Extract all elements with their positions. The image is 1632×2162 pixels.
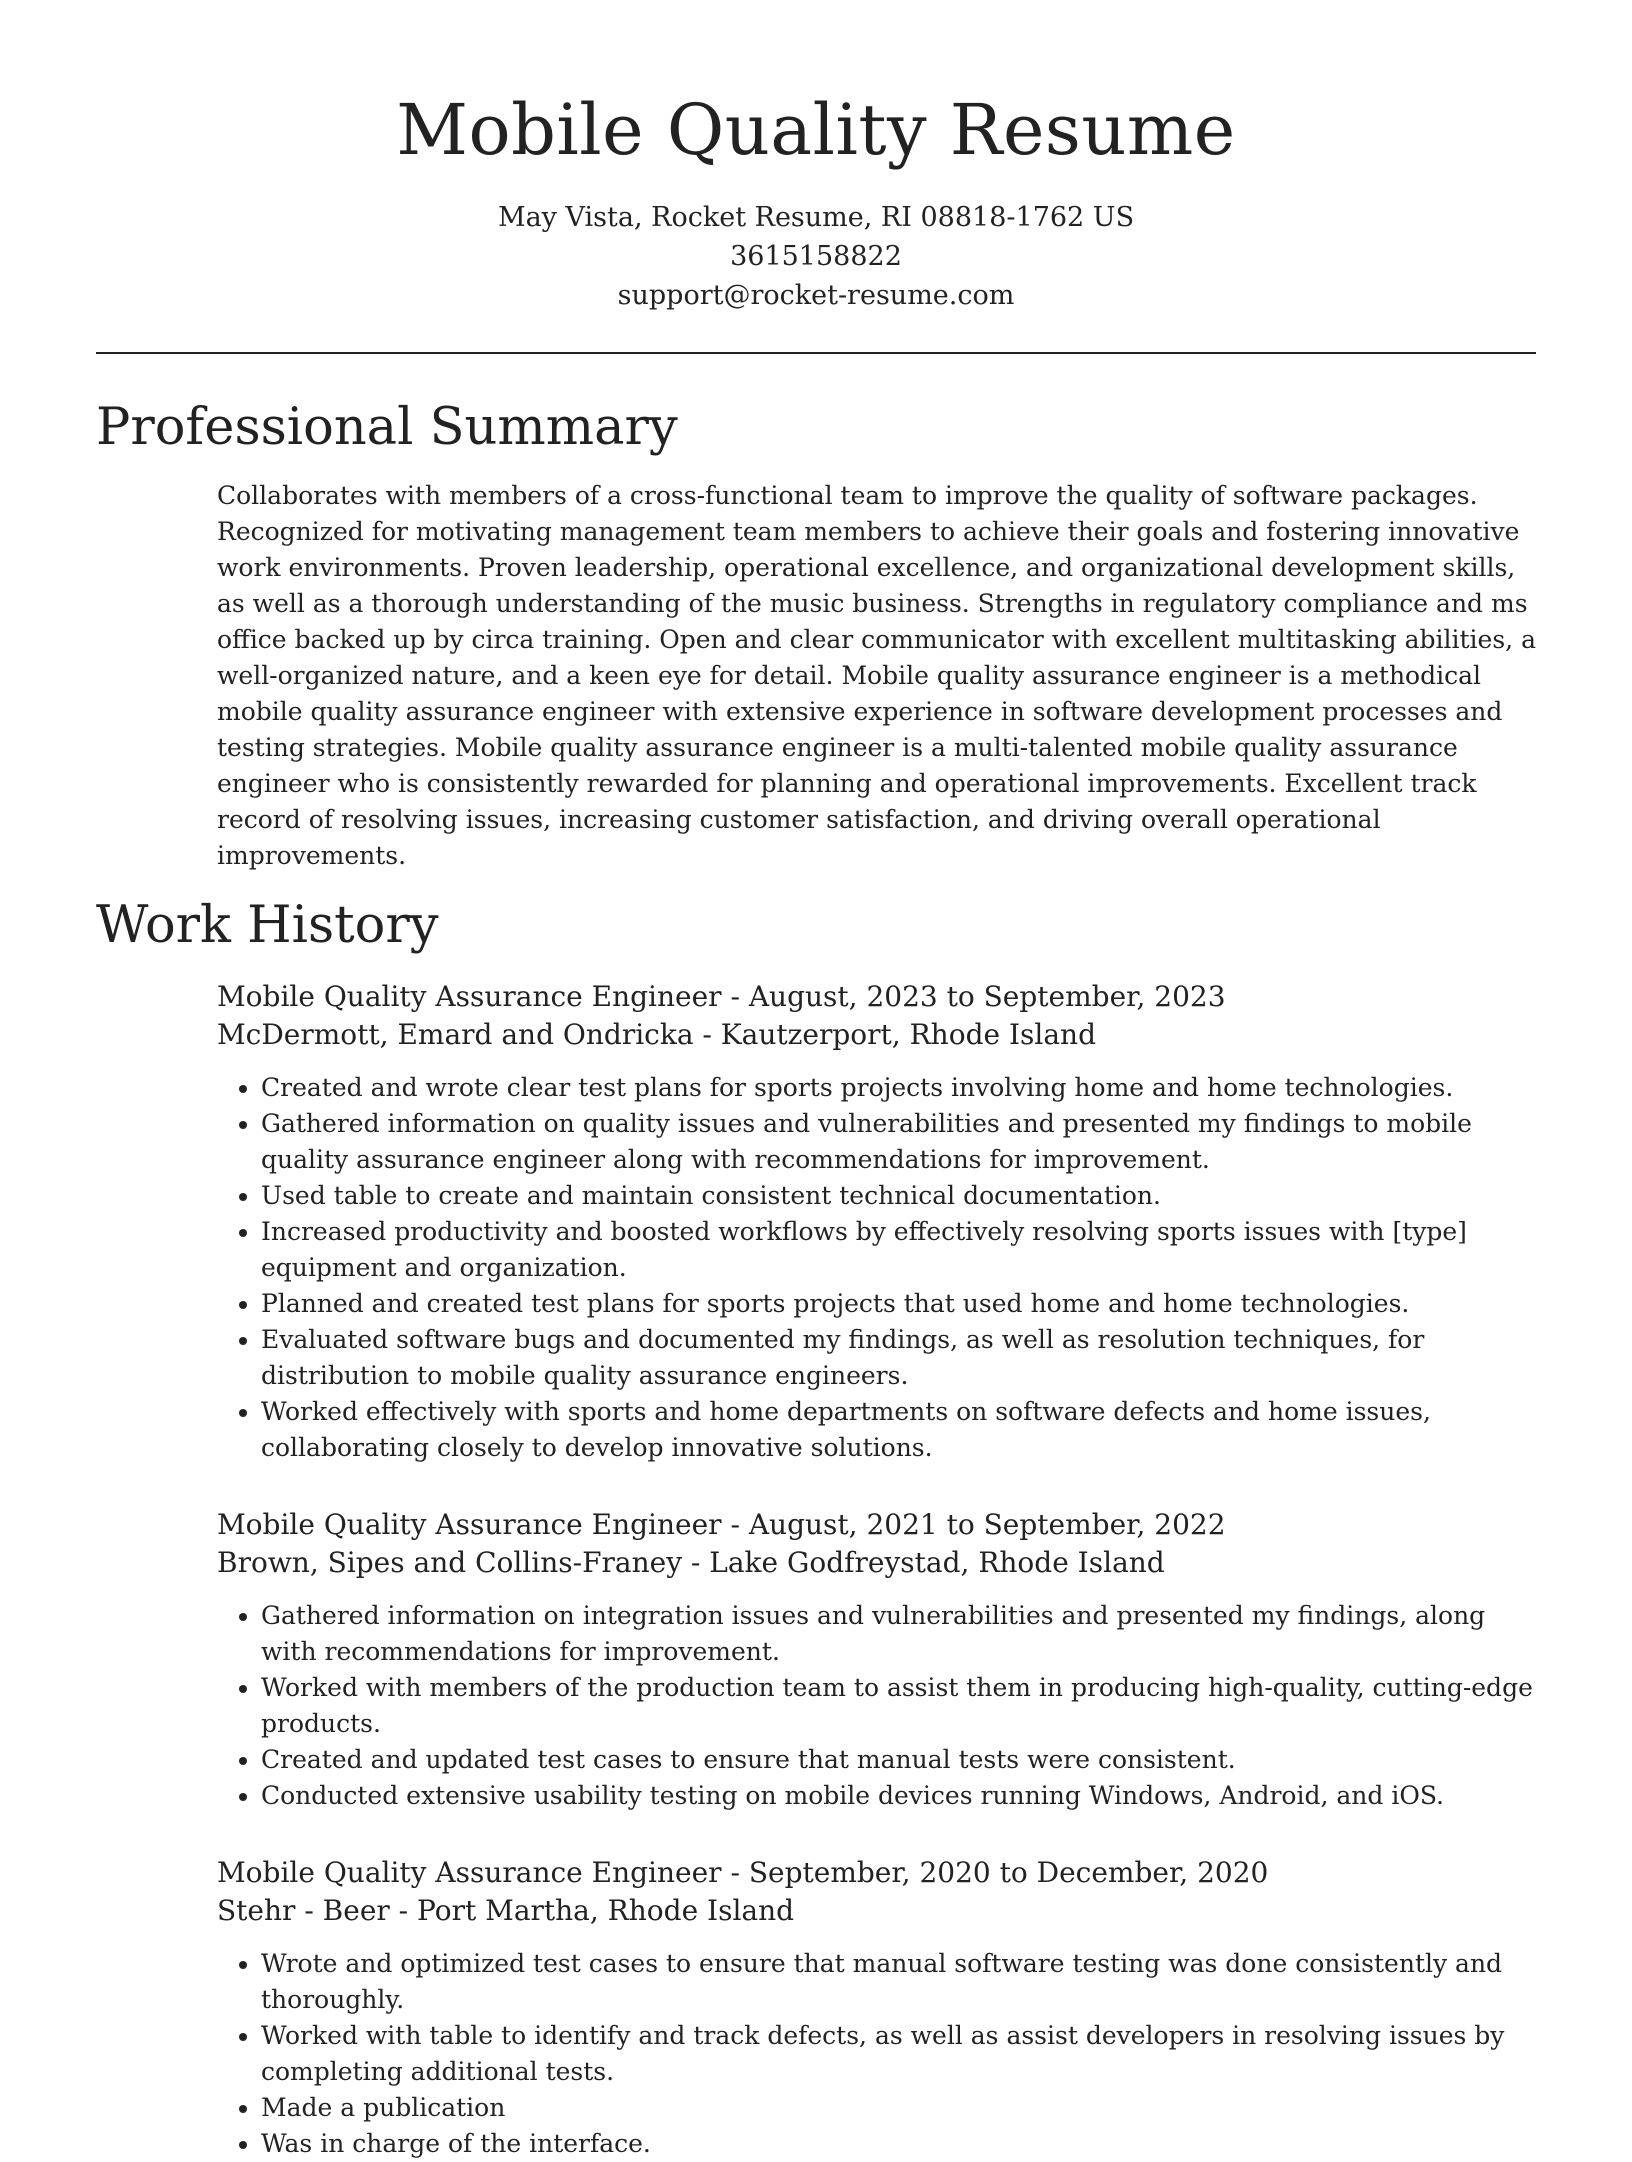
- job-title-dates: Mobile Quality Assurance Engineer - September, 2020 to December, 2020: [217, 1856, 1269, 1889]
- job-employer-location: McDermott, Emard and Ondricka - Kautzerport, Rhode Island: [217, 1018, 1096, 1051]
- job-bullet: • Evaluated software bugs and documented my findings, as well as resolution techniques, for distribution to mobile quality assurance engineers.: [261, 1322, 1536, 1394]
- contact-phone: 3615158822: [730, 241, 902, 272]
- job-bullet: • Created and updated test cases to ensure that manual tests were consistent.: [261, 1742, 1536, 1778]
- job-bullet: • Made a publication: [261, 2090, 1536, 2126]
- job-entry: [217, 1506, 1536, 1814]
- job-title-dates: Mobile Quality Assurance Engineer - August, 2021 to September, 2022: [217, 1508, 1226, 1541]
- job-bullet: • Increased productivity and boosted workflows by effectively resolving sports issues with [type] equipment and organization.: [261, 1214, 1536, 1286]
- resume-title: Mobile Quality Resume: [396, 89, 1236, 171]
- job-entry: [217, 978, 1536, 1466]
- contact-info: [0, 198, 1632, 315]
- job-title-dates: Mobile Quality Assurance Engineer - August, 2023 to September, 2023: [217, 980, 1226, 1013]
- job-bullets: [217, 1946, 1536, 2162]
- job-employer-location: Stehr - Beer - Port Martha, Rhode Island: [217, 1894, 795, 1927]
- work-history-list: [217, 978, 1536, 2162]
- job-bullet: • Worked with table to identify and track defects, as well as assist developers in resolving issues by completing additional tests.: [261, 2018, 1536, 2090]
- job-entry: [217, 1854, 1536, 2162]
- contact-email: support@rocket-resume.com: [617, 280, 1015, 311]
- job-bullets: [217, 1070, 1536, 1466]
- job-bullet: • Created and wrote clear test plans for sports projects involving home and home technologies.: [261, 1070, 1536, 1106]
- resume-header: [0, 0, 1632, 315]
- job-bullet: • Planned and created test plans for sports projects that used home and home technologies.: [261, 1286, 1536, 1322]
- work-history-heading: Work History: [96, 896, 439, 955]
- job-bullet: • Gathered information on quality issues and vulnerabilities and presented my findings to mobile quality assurance engineer along with recommendations for improvement.: [261, 1106, 1536, 1178]
- job-bullet: • Worked effectively with sports and home departments on software defects and home issues, collaborating closely to develop innovative solutions.: [261, 1394, 1536, 1466]
- job-bullet: • Conducted extensive usability testing on mobile devices running Windows, Android, and iOS.: [261, 1778, 1536, 1814]
- header-divider: [96, 352, 1536, 354]
- contact-address: May Vista, Rocket Resume, RI 08818-1762 US: [497, 202, 1135, 233]
- job-bullet: • Used table to create and maintain consistent technical documentation.: [261, 1178, 1536, 1214]
- job-bullet: • Was in charge of the interface.: [261, 2126, 1536, 2162]
- summary-text: Collaborates with members of a cross-functional team to improve the quality of software packages. Recognized for motivating management team members to achieve their goals and fostering innovative work environments. Proven leadership, operational excellence, and organizational development skills, as well as a thorough understanding of the music business. Strengths in regulatory compliance and ms office backed up by circa training. Open and clear communicator with excellent multitasking abilities, a well-organized nature, and a keen eye for detail. Mobile quality assurance engineer is a methodical mobile quality assurance engineer with extensive experience in software development processes and testing strategies. Mobile quality assurance engineer is a multi-talented mobile quality assurance engineer who is consistently rewarded for planning and operational improvements. Excellent track record of resolving issues, increasing customer satisfaction, and driving overall operational improvements.: [217, 481, 1536, 870]
- job-bullets: [217, 1598, 1536, 1814]
- job-bullet: • Gathered information on integration issues and vulnerabilities and presented my findings, along with recommendations for improvement.: [261, 1598, 1536, 1670]
- job-bullet: • Wrote and optimized test cases to ensure that manual software testing was done consistently and thoroughly.: [261, 1946, 1536, 2018]
- job-employer-location: Brown, Sipes and Collins-Franey - Lake Godfreystad, Rhode Island: [217, 1546, 1165, 1579]
- summary-heading: Professional Summary: [96, 398, 678, 457]
- job-bullet: • Worked with members of the production team to assist them in producing high-quality, cutting-edge products.: [261, 1670, 1536, 1742]
